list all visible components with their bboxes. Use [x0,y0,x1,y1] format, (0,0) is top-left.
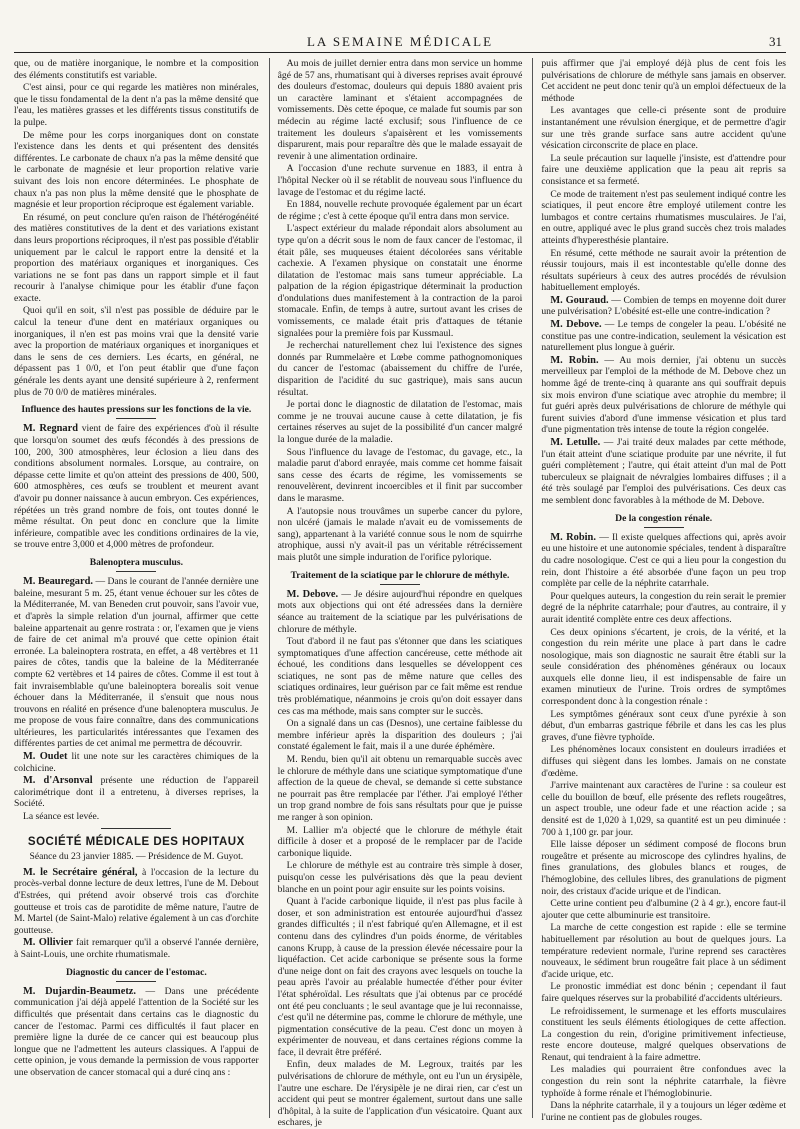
speaker-name: M. Gouraud. [550,294,609,306]
speaker-paragraph [14,986,259,1079]
column-1 [14,58,259,1118]
paragraph: De même pour les corps inorganiques dont on constate l'existence dans les dents et qui présentent des densités différentes. Le carbonate de chaux n'a pas la même densité que le carbonate de magnésie et leur proportion relative varie suivant des lois non encore déterminées. Le phosphate de chaux n'a pas non plus la même densité que le phosphate de magnésie et leur proportion réciproque est également variable. [14,129,259,211]
speaker-name: M. Dujardin-Beaumetz. [23,985,136,997]
paragraph: M. Lallier m'a objecté que le chlorure de méthyle était difficile à doser et a proposé de le remplacer par de l'acide carbonique liquide. [277,824,523,859]
section-heading: Influence des hautes pressions sur les fonctions de la vie. [14,404,259,419]
paragraph: Le chlorure de méthyle est au contraire très simple à doser, puisqu'on cesse les pulvérisations dès que la peau devient blanche en un point pour agir ensuite sur les points voisins. [277,860,523,895]
paragraph: M. Rendu, bien qu'il ait obtenu un remarquable succès avec le chlorure de méthyle dans une sciatique symptomatique d'une affection de la queue de cheval, se demande si cette substance ne pourrait pas être remplacée par l'éther. J'ai employé l'éther un trop grand nombre de fois sans résultats pour que je puisse me ranger à son opinion. [277,754,523,824]
paragraph: On a signalé dans un cas (Desnos), une certaine faiblesse du membre inférieur après la disparition des douleurs ; j'ai constaté également le fait, mais il a une durée éphémère. [277,718,523,753]
speaker-text: — Dans une précédente communication j'ai déjà appelé l'attention de la Société sur les difficultés que présentait dans certains cas le diagnostic du cancer de l'estomac. Parmi ces difficultés il faut placer en première ligne la durée de ce cancer qui est beaucoup plus longue que ne l'admettent les auteurs classiques. A l'appui de cette opinion, je vous demande la permission de vous rapporter une observation de cancer stomacal qui a duré cinq ans : [14,985,259,1078]
paragraph: En résumé, cette méthode ne saurait avoir la prétention de réussir toujours, mais il est incontestable qu'elle donne des résultats supérieurs à ceux des autres procédés de révulsion habituellement employés. [541,247,787,294]
paragraph: Les phénomènes locaux consistent en douleurs irradiées et diffuses qui siègent dans les lombes. Jamais on ne constate d'œdème. [541,744,787,779]
paragraph: L'aspect extérieur du malade répondait alors absolument au type qu'on a décrit sous le nom de faux cancer de l'estomac, il était pâle, ses muqueuses étaient décolorées sans véritable cachexie. A l'examen physique on constatait une énorme dilatation de l'estomac mais sans tumeur appréciable. La palpation de la région épigastrique déterminait la production d'ondulations dues manifestement à la contraction de la paroi stomacale. Enfin, de temps à autre, surtout avant les crises de vomissements, ce malade était pris d'attaques de tétanie signalées pour la première fois par Kussmaul. [277,223,523,339]
speaker-paragraph [14,937,259,960]
paragraph: Dans la néphrite catarrhale, il y a toujours un léger œdème et l'urine ne contient pas de globules rouges. [541,1100,787,1123]
speaker-text: à l'occasion de la lecture du procès-verbal donne lecture de deux lettres, l'une de M. Debout d'Estrées, qui prétend avoir observé trois cas d'orchite goutteuse et trois cas de parotidite de même nature, l'autre de M. Martel (de Saint-Malo) relative également à un cas d'orchite goutteuse. [14,866,259,936]
speaker-name: M. Beauregard. [23,576,93,588]
speaker-text: — Dans le courant de l'année dernière une baleine, mesurant 5 m. 25, étant venue échouer sur les côtes de la Méditerranée, M. van Beneden crut pouvoir, sans l'avoir vue, et d'après la simple relation d'un journal, affirmer que cette baleine appartenait au genre rostrata : or, l'examen que je viens de faire de cet animal m'a prouvé que cette opinion était erronée. La baleinoptera rostrata, en effet, a 48 vertèbres et 11 paires de côtes, tandis que la baleine de la Méditerranée compte 62 vertèbres et 14 paires de côtes. Comme il est tout à fait invraisemblable qu'une baleinoptera borealis soit venue échouer dans la Méditerranée, il s'ensuit que nous nous trouvons en réalité en présence d'une balenoptera musculus. Je me propose de vous faire connaître, dans des communications ultérieures, les particularités intéressantes que l'examen des différentes parties de cet animal me permettra de découvrir. [14,576,259,750]
divider [101,828,171,829]
speaker-paragraph [541,532,786,590]
paragraph: En 1884, nouvelle rechute provoquée également par un écart de régime ; c'est à cette époque qu'il entra dans mon service. [277,199,523,222]
paragraph: Le pronostic immédiat est donc bénin ; cependant il faut faire quelques réserves sur la probabilité d'accidents ultérieurs. [541,981,787,1004]
page-number: 31 [769,34,782,49]
speaker-paragraph [541,437,786,507]
paragraph: Enfin, deux malades de M. Legroux, traités par les pulvérisations de chlorure de méthyle, ont eu l'un un érysipèle, l'autre une eschare. De l'érysipèle je ne dirai rien, car c'est un accident qui peut se montrer également, surtout dans une salle d'hôpital, à la suite de l'application d'un vésicatoire. Quant aux eschares, je [277,1059,523,1129]
paragraph: La seule précaution sur laquelle j'insiste, est d'attendre pour faire une deuxième application que la peau ait repris sa consistance et sa fermeté. [541,152,787,187]
speaker-text: — Il existe quelques affections qui, après avoir eu une histoire et une autonomie spéciales, tendent à disparaître du cadre nosologique. C'est ce qui a lieu pour la congestion du rein, dont l'histoire a été absorbée d'une façon un peu trop complète par celle de la néphrite catarrhale. [541,531,787,590]
section-heading: De la congestion rénale. [541,513,786,528]
speaker-paragraph [14,423,259,551]
speaker-text: lit une note sur les caractères chimiques de la colchicine. [14,751,259,774]
speaker-name: M. Letulle. [550,437,601,448]
paragraph: Le refroidissement, le surmenage et les efforts musculaires constituent les seuls éléments étiologiques de cette affection. La congestion du rein, d'origine primitivement infectieuse, reste encore douteuse, malgré quelques observations de Renaut, qui tendraient à la faire admettre. [541,1005,787,1063]
paragraph: puis affirmer que j'ai employé déjà plus de cent fois les pulvérisations de chlorure de méthyle sans jamais en observer. Cet accident ne peut donc tenir qu'à un emploi défectueux de la méthode [541,58,787,104]
speaker-paragraph [278,589,523,635]
journal-title: LA SEMAINE MÉDICALE [306,34,494,49]
text-columns [14,58,787,1129]
paragraph: C'est ainsi, pour ce qui regarde les matières non minérales, que le tissu fondamental de la dent n'a pas la même densité que l'eau, les matières grasses et les différents tissus constitutifs de la pulpe. [14,82,259,128]
paragraph: A l'autopsie nous trouvâmes un superbe cancer du pylore, non ulcéré (jamais le malade n'avait eu de vomissements de sang), appartenant à la variété connue sous le nom de squirrhe atrophique, aussi n'y avait-il pas un véritable rétrécissement mais plutôt une simple induration de l'orifice pylorique. [277,505,523,563]
section-heading: Diagnostic du cancer de l'estomac. [14,967,259,982]
paragraph: Cette urine contient peu d'albumine (2 à 4 gr.), encore faut-il ajouter que cette albuminurie est transitoire. [541,898,787,921]
speaker-text: — Au mois dernier, j'ai obtenu un succès merveilleux par l'emploi de la méthode de M. Debove chez un homme âgé de trente-cinq à quarante ans qui souffrait depuis six mois environ d'une sciatique avec atrophie du membre; il fut guéri après deux pulvérisations de chlorure de méthyle qui furent suivies d'abord d'une immense vésication et plus tard d'une pigmentation très intense de toute la région congelée. [541,354,787,436]
paragraph: Je recherchai naturellement chez lui l'existence des signes donnés par Rummelaère et Lœbe comme pathognomoniques du cancer de l'estomac (abaissement du chiffre de l'urée, disparition de l'acidité du suc gastrique), mais sans aucun résultat. [277,340,523,398]
paragraph: Quoi qu'il en soit, s'il n'est pas possible de déduire par le calcul la teneur d'une dent en matériaux organiques ou inorganiques, il n'en est pas moins vrai que la densité varie avec la proportion de matériaux organiques et inorganiques et dans le sens de ces derniers. Les écarts, en général, ne dépassent pas 1 0/0, et l'on peut établir que d'une façon générale les dents ayant une densité supérieure à 2, renferment plus de 70 0/0 de matières minérales. [14,305,259,398]
speaker-name: M. Oudet [23,751,68,763]
speaker-text: — Je désire aujourd'hui répondre en quelques mots aux objections qui ont été adressées dans la dernière séance au traitement de la sciatique par les pulvérisations de chlorure de méthyle. [277,588,523,635]
paragraph: A l'occasion d'une rechute survenue en 1883, il entra à l'hôpital Necker où il se rétablit de nouveau sous l'influence du lavage de l'estomac et du régime lacté. [277,163,523,198]
speaker-text: — Combien de temps en moyenne doit durer une pulvérisation? L'obésité est-elle une contre-indication ? [541,294,786,318]
paragraph: Sous l'influence du lavage de l'estomac, du gavage, etc., la maladie parut d'abord enrayée, mais comme cet homme faisait sans cesse des écarts de régime, les vomissements se renouvelèrent, devinrent incoercibles et il finit par succomber dans le marasme. [277,446,523,504]
speaker-paragraph [14,867,259,937]
paragraph: Quant à l'acide carbonique liquide, il n'est pas plus facile à doser, et son administration est entourée aujourd'hui d'assez grandes difficultés ; il n'est fabriqué qu'en Allemagne, et il est contenu dans des cylindres d'un poids énorme, de véritables canons Krupp, à cause de la pression élevée nécessaire pour la liquéfaction. Cet acide carbonique se présente sous la forme d'une neige dont on fait des crayons avec lesquels on touche la peau après l'avoir au préalable humectée d'éther pour éviter l'état sphéroïdal. Les résultats que j'ai obtenus par ce procédé ont été peu concluants ; le seul avantage que je lui reconnaisse, c'est qu'il ne détermine pas, comme le chlorure de méthyle, une pigmentation consécutive de la peau. C'est donc un moyen à expérimenter de nouveau, et dans certaines régions comme la face, il devrait être préféré. [277,896,523,1058]
paragraph: Au mois de juillet dernier entra dans mon service un homme âgé de 57 ans, rhumatisant qui à diverses reprises avait éprouvé des douleurs d'estomac, douleurs qui depuis 1880 avaient pris un caractère laminant et s'étaient accompagnées de vomissements. Dès cette époque, ce malade fut soumis par son médecin au régime lacté exclusif; sous l'influence de ce traitement les douleurs s'apaisèrent et les vomissements disparurent, mais pour reparaître dès que le malade essayait de revenir à une alimentation ordinaire. [277,58,523,162]
speaker-text: — Le temps de congeler la peau. L'obésité ne constitue pas une contre-indication, seulement la vésication est naturellement plus longue à guérir. [541,319,787,354]
paragraph: J'arrive maintenant aux caractères de l'urine : sa couleur est celle du bouillon de bœuf, elle présente des reflets rougeâtres, un aspect trouble, une odeur fade et une réaction acide ; sa densité est de 1,020 à 1,029, sa quantité est un peu diminuée : 700 à 1,100 gr. par jour. [541,780,787,838]
speaker-text: présente une réduction de l'appareil calorimétrique dont il a entretenu, à diverses reprises, la Société. [14,775,259,810]
paragraph: Ce mode de traitement n'est pas seulement indiqué contre les sciatiques, il peut encore être employé utilement contre les lumbagos et contre certains rhumatismes musculaires. Je l'ai, en outre, appliqué avec le plus grand succès chez trois malades atteints d'hyperesthésie plantaire. [541,188,787,246]
speaker-name: M. Ollivier [23,937,73,949]
paragraph: que, ou de matière inorganique, le nombre et la composition des éléments constitutifs est variable. [14,58,259,81]
speaker-paragraph [14,751,259,774]
speaker-paragraph [14,576,259,750]
speaker-name: M. Debove. [550,319,602,331]
speaker-name: M. Robin. [550,531,596,543]
speaker-text: fait remarquer qu'il a observé l'année dernière, à Saint-Louis, une orchite rhumatismale. [14,937,259,960]
paragraph: Ces deux opinions s'écartent, je crois, de la vérité, et la congestion du rein mérite une place à part dans le cadre nosologique, mais son diagnostic ne saurait être établi sur la seule considération des phénomènes généraux ou locaux auxquels elle donne lieu, il est indispensable de faire un examen minutieux de l'urine. Trois ordres de symptômes correspondent donc à la congestion rénale : [541,626,787,708]
paragraph: Pour quelques auteurs, la congestion du rein serait le premier degré de la néphrite catarrhale; pour d'autres, au contraire, il y aurait identité complète entre ces deux affections. [541,590,787,625]
column-3 [532,58,787,1123]
speaker-paragraph [541,295,786,318]
paragraph: Les avantages que celle-ci présente sont de produire instantanément une révulsion énergique, et de permettre d'agir sur une très grande surface sans autre accident qu'une vésication circonscrite de place en place. [541,105,787,152]
section-heading: Balenoptera musculus. [14,557,259,572]
speaker-text: — J'ai traité deux malades par cette méthode, l'un était atteint d'une sciatique produite par une névrite, il fut guéri complètement ; l'autre, qui était atteint d'un mal de Pott tuberculeux se plaignait de névralgies lombaires diffuses ; il a été très soulagé par l'emploi des pulvérisations. Ces deux cas me semblent donc favorables à la méthode de M. Debove. [541,437,787,506]
page-header [14,30,786,53]
speaker-paragraph [14,775,259,810]
speaker-name: M. d'Arsonval [23,775,93,787]
paragraph: Je portai donc le diagnostic de dilatation de l'estomac, mais comme je ne trouvai aucune cause à cette dilatation, je fis certaines réserves au sujet de la possibilité d'un cancer malgré la longue durée de la maladie. [277,399,523,445]
society-title: SOCIÉTÉ MÉDICALE DES HOPITAUX [27,835,245,848]
speaker-name: M. Regnard [23,423,78,435]
paragraph: En résumé, on peut conclure qu'en raison de l'hétérogénéité des matières constitutives de la dent et des variations existant dans leurs proportions réciproques, il n'est pas possible d'établir uniquement par le calcul le rapport entre la densité et la proportion des matériaux organiques et inorganiques. Ces variations ne se font pas dans un rapport simple et il faut recourir à l'analyse chimique pour les établir d'une façon exacte. [14,211,259,304]
paragraph: Les maladies qui pourraient être confondues avec la congestion du rein sont la néphrite catarrhale, la fièvre typhoïde à forme rénale et l'hémoglobinurie. [541,1064,787,1099]
paragraph: Elle laisse déposer un sédiment composé de flocons brun rougeâtre et présente au microscope des cylindres hyalins, de fines granulations, des globules blancs et rouges, de l'hémoglobine, des cellules libres, des granulations de pigment noir, des cristaux d'acide urique et de l'indican. [541,839,787,897]
paragraph: Les symptômes généraux sont ceux d'une pyréxie à son début, d'un embarras gastrique fébrile et dans les cas les plus graves, d'une fièvre typhoïde. [541,708,787,743]
speaker-name: M. Debove. [286,588,339,600]
section-heading: Traitement de la sciatique par le chlorure de méthyle. [278,570,523,585]
speaker-paragraph [541,355,786,436]
speaker-name: M. Robin. [550,354,599,366]
session-line: Séance du 23 janvier 1885. — Présidence de M. Guyot. [29,851,244,863]
paragraph: La marche de cette congestion est rapide : elle se termine habituellement par résolution au bout de quelques jours. La température redevient normale, l'urine reprend ses caractères nouveaux, le sédiment brun rougeâtre fait place à un sédiment d'acide urique, etc. [541,922,787,980]
speaker-name: M. le Secrétaire général, [23,866,138,878]
paragraph: Tout d'abord il ne faut pas s'étonner que dans les sciatiques symptomatiques d'une affection cancéreuse, cette méthode ait échoué, les conditions dans lesquelles se développent ces sciatiques, ne sont pas de même nature que celles des sciatiques ordinaires, leur guérison par ce fait même est rendue très problématique, néanmoins je crois qu'on doit essayer dans ces cas ma méthode, mais sans compter sur le succès. [277,636,523,717]
speaker-paragraph [541,319,786,354]
column-2 [269,58,523,1129]
closing-line: La séance est levée. [23,811,100,823]
speaker-text: vient de faire des expériences d'où il résulte que lorsqu'on soumet des œufs fécondés à des pressions de 100, 200, 300 atmosphères, leur éclosion a lieu dans des conditions absolument normales. Lorsque, au contraire, on dépasse cette limite et qu'on atteint des pressions de 400, 500, 600 atmosphères, ces œufs se troublent et meurent avant d'avoir pu donner naissance à aucun embryon. Ces expériences, répétées un très grand nombre de fois, ont toutes donné le même résultat. On peut donc en conclure que la limite inférieure, compatible avec les conditions ordinaires de la vie, se trouve entre 3,000 et 4,000 mètres de profondeur. [14,423,259,551]
